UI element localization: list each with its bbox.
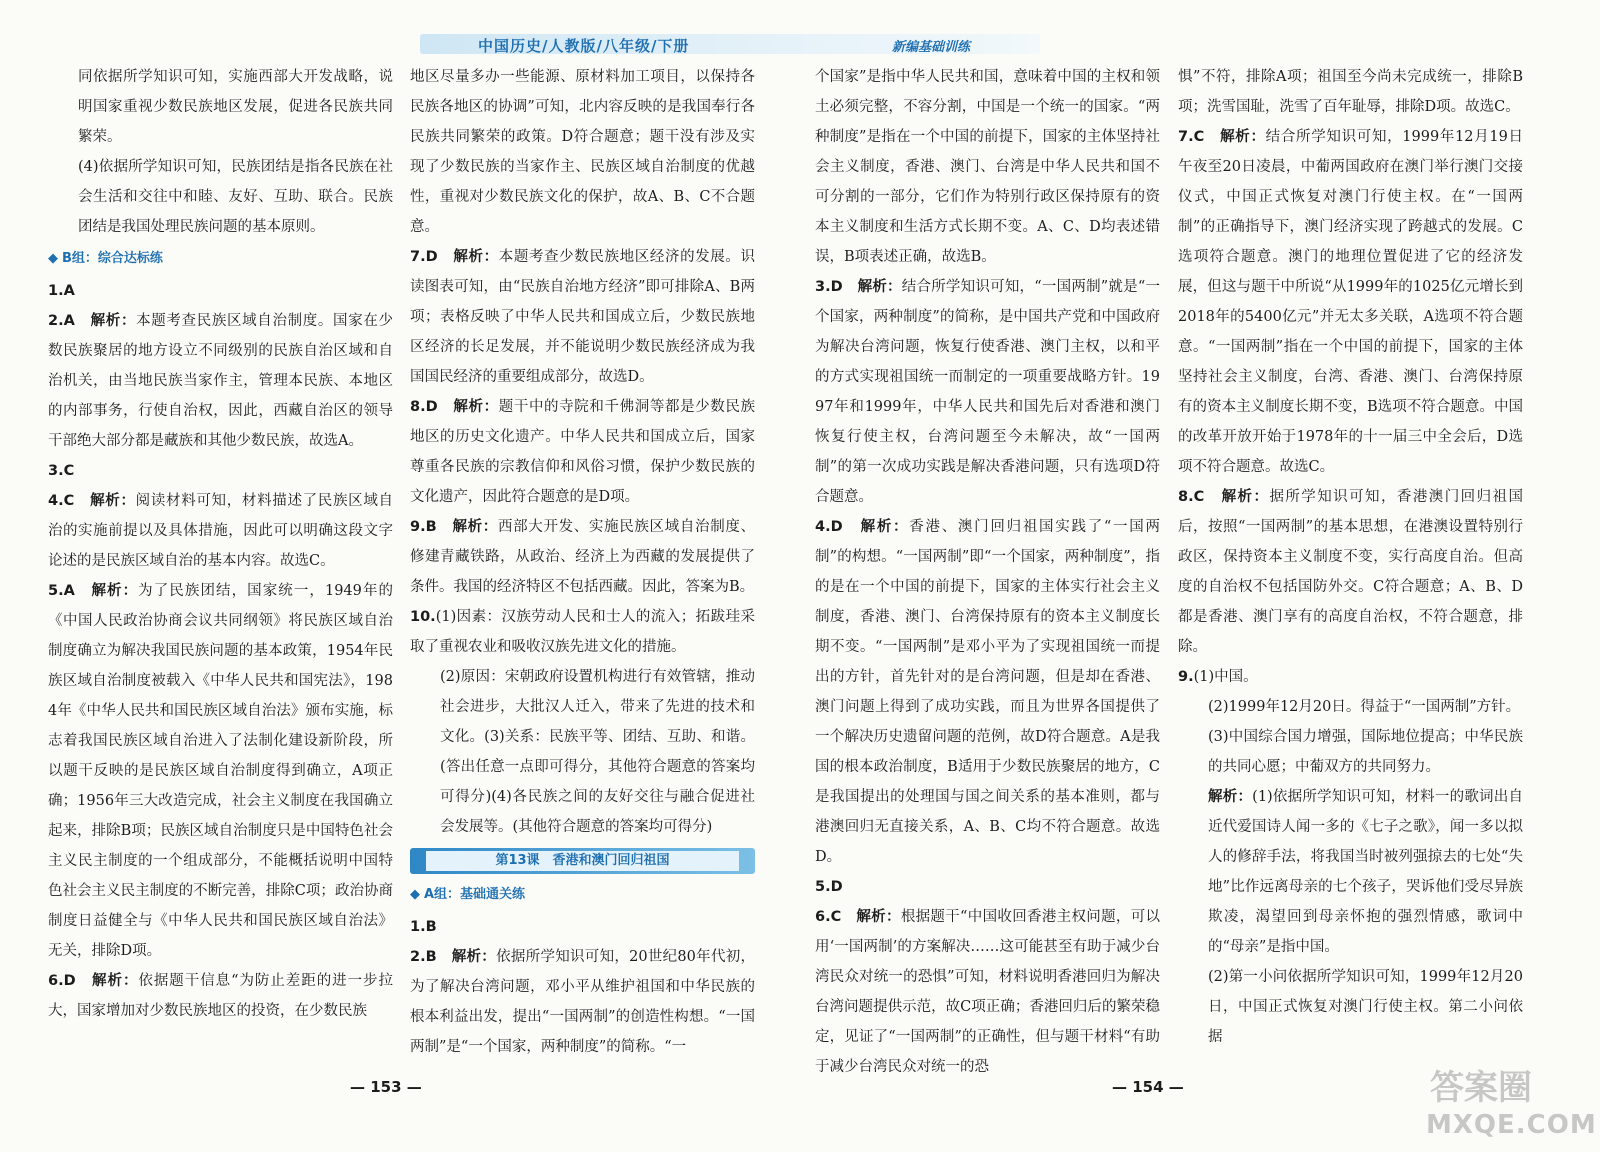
group-label: A组：基础通关练	[424, 887, 526, 902]
paragraph: (2)第一小问依据所学知识可知，1999年12月20日，中国正式恢复对澳门行使主权。第二小问依据	[1208, 969, 1523, 1045]
answer-number: 1.A	[48, 283, 75, 299]
header-brand: 新编基础训练	[892, 40, 971, 55]
answer-item	[410, 512, 755, 602]
answer-number: 6.D	[48, 973, 76, 989]
paragraph: 地区尽量多办一些能源、原材料加工项目，以保持各民族各地区的协调”可知，北内容反映的是我国奉行各民族共同繁荣的政策。D符合题意；题干没有涉及实现了少数民族的当家作主、民族区域自治制度的优越性，重视对少数民族文化的保护，故A、B、C不合题意。	[410, 69, 755, 235]
paragraph: (2)1999年12月20日。得益于“一国两制”方针。	[1208, 699, 1521, 715]
answer-number: 3.C	[48, 463, 75, 479]
paragraph: 个国家”是指中华人民共和国，意味着中国的主权和领土必须完整，不容分割，中国是一个统一的国家。“两种制度”是指在一个中国的前提下，国家的主体坚持社会主义制度，香港、澳门、台湾是中华人民共和国不可分割的一部分，它们作为特别行政区保持原有的资本主义制度和生活方式长期不变。A、C、D均表述错误，B项表述正确，故选B。	[815, 69, 1160, 265]
answer-item	[815, 902, 1160, 1082]
analysis-label: 解析：	[453, 249, 499, 265]
answer-number: 4.D	[815, 519, 843, 535]
answer-item	[48, 966, 393, 1026]
analysis-label: 解析：	[856, 909, 901, 925]
paragraph: (4)依据所学知识可知，民族团结是指各民族在社会生活和交往中和睦、友好、互助、联合。民族团结是我国处理民族问题的基本原则。	[78, 159, 393, 235]
answer-text: (1)中国。	[1193, 669, 1258, 685]
answer-number: 8.C	[1178, 489, 1205, 505]
answer-item	[410, 942, 755, 1062]
answer-item	[410, 912, 755, 942]
answer-item	[1178, 662, 1523, 692]
answer-item	[410, 242, 755, 392]
answer-text: 结合所学知识可知，“一国两制”就是“一个国家，两种制度”的简称，是中国共产党和中国政府为解决台湾问题，恢复行使香港、澳门主权，以和平的方式实现祖国统一而制定的一项重要战略方针。1997年和1999年，中华人民共和国先后对香港和澳门恢复行使主权，台湾问题至今未解决，故“一国两制”的第一次成功实践是解决香港问题，只有选项D符合题意。	[815, 279, 1160, 505]
analysis-label: 解析：	[91, 583, 139, 599]
analysis-label: 解析：	[90, 493, 136, 509]
answer-number: 5.D	[815, 879, 843, 895]
answer-item	[48, 576, 393, 966]
analysis-paragraph	[1178, 782, 1523, 962]
analysis-label: 解析：	[451, 949, 497, 965]
answer-text: 结合所学知识可知，1999年12月19日午夜至20日凌晨，中葡两国政府在澳门举行澳门交接仪式，中国正式恢复对澳门行使主权。在“一国两制”的正确指导下，澳门经济实现了跨越式的发展。C选项符合题意。澳门的地理位置促进了它的经济发展，但这与题干中所说“从1999年的1025亿元增长到2018年的5400亿元”并无太多关联，A选项不符合题意。“一国两制”指在一个中国的前提下，国家的主体坚持社会主义制度，台湾、香港、澳门、台湾保持原有的资本主义制度长期不变，B选项不符合题意。中国的改革开放开始于1978年的十一届三中全会后，D选项不符合题意。故选C。	[1178, 129, 1523, 475]
header-title: 中国历史/人教版/八年级/下册	[478, 37, 690, 55]
answer-text: 依据所学知识可知，20世纪80年代初，为了解决台湾问题，邓小平从维护祖国和中华民族的根本利益出发，提出“一国两制”的创造性构想。“一国两制”是“一个国家，两种制度”的简称。“一	[410, 949, 755, 1055]
answer-text: 根据题干“中国收回香港主权问题，可以用‘一国两制’的方案解决……这可能甚至有助于减少台湾民众对统一的恐惧”可知，材料说明香港回归为解决台湾问题提供示范，故C项正确；香港回归后的繁荣稳定，见证了“一国两制”的正确性，但与题干材料“有助于减少台湾民众对统一的恐	[815, 909, 1160, 1075]
group-b-heading	[48, 244, 393, 274]
watermark-url: MXQE.COM	[1426, 1110, 1597, 1140]
group-a-heading	[410, 880, 755, 910]
answer-text: 西部大开发、实施民族区域自治制度、修建青藏铁路，从政治、经济上为西藏的发展提供了条件。我国的经济特区不包括西藏。因此，答案为B。	[410, 519, 755, 595]
page-number-left: — 153 —	[350, 1078, 422, 1096]
answer-item	[815, 872, 1160, 902]
answer-number: 10.	[410, 609, 436, 625]
answer-number: 4.C	[48, 493, 75, 509]
answer-text: 为了民族团结，国家统一，1949年的《中国人民政治协商会议共同纲领》将民族区域自治制度确立为解决我国民族问题的基本政策，1954年民族区域自治制度被载入《中华人民共和国宪法》，1984年《中华人民共和国民族区域自治法》颁布实施，标志着我国民族区域自治进入了法制化建设新阶段，所以题干反映的是民族区域自治制度得到确立，A项正确；1956年三大改造完成，社会主义制度在我国确立起来，排除B项；民族区域自治制度只是中国特色社会主义民主制度的一个组成部分，不能概括说明中国特色社会主义民主制度的不断完善，排除C项；政治协商制度日益健全与《中华人民共和国民族区域自治法》无关，排除D项。	[48, 583, 393, 959]
answer-number: 7.D	[410, 249, 438, 265]
paragraph: 同依据所学知识可知，实施西部大开发战略，说明国家重视少数民族地区发展，促进各民族共同繁荣。	[78, 69, 393, 145]
analysis-label: 解析：	[92, 973, 139, 989]
paragraph: (3)中国综合国力增强，国际地位提高；中华民族的共同心愿；中葡双方的共同努力。	[1208, 729, 1523, 775]
answer-number: 7.C	[1178, 129, 1205, 145]
answer-number: 3.D	[815, 279, 843, 295]
answer-item	[48, 306, 393, 456]
answer-item	[48, 276, 393, 306]
watermark-logo: 答案圈	[1430, 1068, 1532, 1108]
analysis-label: 解析：	[452, 519, 498, 535]
answer-number: 8.D	[410, 399, 438, 415]
answer-item	[48, 486, 393, 576]
answer-item	[1178, 122, 1523, 482]
answer-text: 本题考查少数民族地区经济的发展。识读图表可知，由“民族自治地方经济”即可排除A、B两项；表格反映了中华人民共和国成立后，少数民族地区经济的长足发展，并不能说明少数民族经济成为我国国民经济的重要组成部分，故选D。	[410, 249, 755, 385]
analysis-label: 解析：	[90, 313, 137, 329]
answer-text: 依据题干信息“为防止差距的进一步拉大，国家增加对少数民族地区的投资，在少数民族	[48, 973, 393, 1019]
answer-item	[48, 456, 393, 486]
answer-item	[1178, 482, 1523, 662]
column-3	[815, 62, 1160, 1092]
watermark	[1418, 1060, 1597, 1144]
analysis-label: 解析：	[1208, 789, 1253, 805]
answer-number: 5.A	[48, 583, 75, 599]
answer-text: 据所学知识可知，香港澳门回归祖国后，按照“一国两制”的基本思想，在港澳设置特别行政区，保持资本主义制度不变，实行高度自治。但高度的自治权不包括国防外交。C符合题意；A、B、D都是香港、澳门享有的高度自治权，不符合题意，排除。	[1178, 489, 1523, 655]
answer-text: 题干中的寺院和千佛洞等都是少数民族地区的历史文化遗产。中华人民共和国成立后，国家尊重各民族的宗教信仰和风俗习惯，保护少数民族的文化遗产，因此符合题意的是D项。	[410, 399, 755, 505]
group-label: B组：综合达标练	[62, 251, 163, 266]
lesson-title: 第13课 香港和澳门回归祖国	[426, 851, 739, 871]
analysis-label: 解析：	[1221, 489, 1270, 505]
column-1	[48, 62, 393, 1092]
answer-number: 2.B	[410, 949, 437, 965]
answer-number: 6.C	[815, 909, 842, 925]
diamond-icon: ◆	[410, 887, 420, 902]
diamond-icon: ◆	[48, 251, 58, 266]
lesson-banner	[410, 848, 755, 874]
column-2	[410, 62, 755, 1092]
answer-number: 9.B	[410, 519, 437, 535]
answer-item	[815, 512, 1160, 872]
answer-number: 9.	[1178, 669, 1194, 685]
paragraph: (2)原因：宋朝政府设置机构进行有效管辖，推动社会进步，大批汉人迁入，带来了先进的技术和文化。(3)关系：民族平等、团结、互助、和谐。(答出任意一点即可得分，其他符合题意的答案均可得分)(4)各民族之间的友好交往与融合促进社会发展等。(其他符合题意的答案均可得分)	[440, 669, 755, 835]
column-4	[1178, 62, 1523, 1092]
analysis-label: 解析：	[857, 279, 902, 295]
answer-item	[815, 272, 1160, 512]
answer-item	[410, 392, 755, 512]
answer-text: 本题考查民族区域自治制度。国家在少数民族聚居的地方设立不同级别的民族自治区域和自治机关，由当地民族当家作主，管理本民族、本地区的内部事务，行使自治权，因此，西藏自治区的领导干部绝大部分都是藏族和其他少数民族，故选A。	[48, 313, 393, 449]
answer-item	[410, 602, 755, 662]
answer-number: 1.B	[410, 919, 437, 935]
page-number-right: — 154 —	[1112, 1078, 1184, 1096]
answer-text: 香港、澳门回归祖国实践了“一国两制”的构想。“一国两制”即“一个国家，两种制度”，指的是在一个中国的前提下，国家的主体实行社会主义制度，香港、澳门、台湾保持原有的资本主义制度长期不变。“一国两制”是邓小平为了实现祖国统一而提出的方针，首先针对的是台湾问题，但是却在香港、澳门问题上得到了成功实践，而且为世界各国提供了一个解决历史遗留问题的范例，故D符合题意。A是我国的根本政治制度，B适用于少数民族聚居的地方，C是我国提出的处理国与国之间关系的基本准则，都与港澳回归无直接关系，A、B、C均不符合题意。故选D。	[815, 519, 1160, 865]
analysis-label: 解析：	[860, 519, 910, 535]
analysis-label: 解析：	[453, 399, 499, 415]
paragraph: 惧”不符，排除A项；祖国至今尚未完成统一，排除B项；洗雪国耻，洗雪了百年耻辱，排除D项。故选C。	[1178, 69, 1523, 115]
answer-text: (1)依据所学知识可知，材料一的歌词出自近代爱国诗人闻一多的《七子之歌》，闻一多以拟人的修辞手法，将我国当时被列强掠去的七处“失地”比作远离母亲的七个孩子，哭诉他们受尽异族欺凌，渴望回到母亲怀抱的强烈情感，歌词中的“母亲”是指中国。	[1208, 789, 1523, 955]
answer-number: 2.A	[48, 313, 75, 329]
answer-text: (1)因素：汉族劳动人民和士人的流入；拓跋珪采取了重视农业和吸收汉族先进文化的措施。	[410, 609, 755, 655]
analysis-label: 解析：	[1220, 129, 1266, 145]
answer-text: 阅读材料可知，材料描述了民族区域自治的实施前提以及具体措施，因此可以明确这段文字论述的是民族区域自治的基本内容。故选C。	[48, 493, 393, 569]
